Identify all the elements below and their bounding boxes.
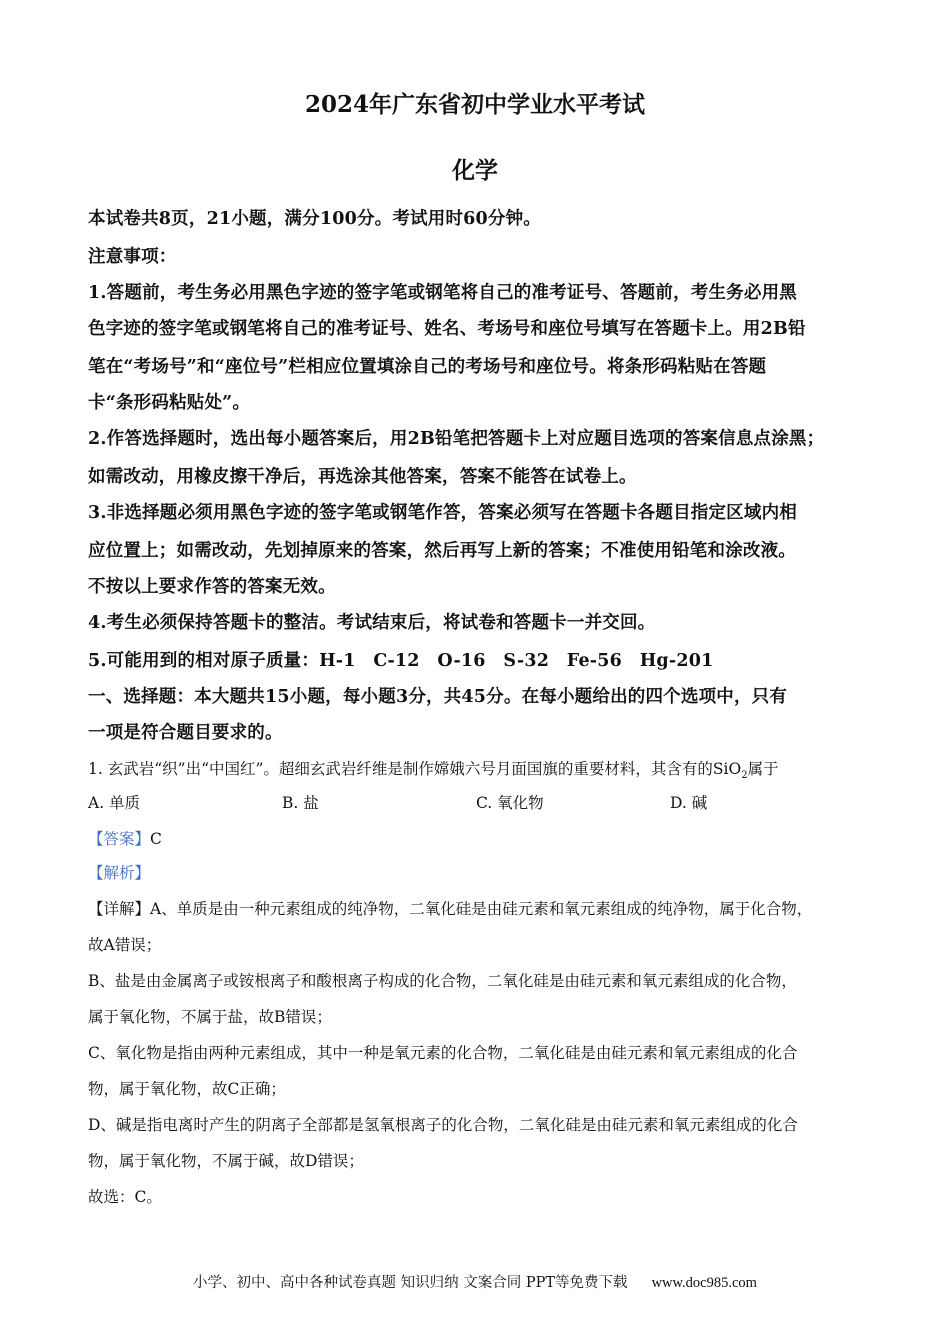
answer-value: C <box>150 830 162 848</box>
notice-line: 应位置上；如需改动，先划掉原来的答案，然后再写上新的答案；不准使用铅笔和涂改液。 <box>88 541 796 561</box>
notice-line: 如需改动，用橡皮擦干净后，再选涂其他答案，答案不能答在试卷上。 <box>88 467 637 487</box>
detail-line: B、盐是由金属离子或铵根离子和酸根离子构成的化合物，二氧化硅是由硅元素和氧元素组成的化合物， <box>88 972 797 990</box>
detail-line: 故A错误； <box>88 936 162 954</box>
notice-line: 卡“条形码粘贴处”。 <box>88 393 251 413</box>
detail-line: 物，属于氧化物，故C正确； <box>88 1080 286 1098</box>
notice-line: 色字迹的签字笔或钢笔将自己的准考证号、姓名、考场号和座位号填写在答题卡上。用2B铅 <box>88 319 806 339</box>
section-heading-cont: 一项是符合题目要求的。 <box>88 723 283 743</box>
detail-line: D、碱是指电离时产生的阴离子全部都是氢氧根离子的化合物，二氧化硅是由硅元素和氧元素组成的化合 <box>88 1116 798 1134</box>
notice-heading: 注意事项： <box>88 247 177 267</box>
option-d: D. 碱 <box>670 794 708 812</box>
notice-line: 不按以上要求作答的答案无效。 <box>88 577 336 597</box>
question-1-stem: 1. 玄武岩“织”出“中国红”。超细玄武岩纤维是制作嫦娥六号月面国旗的重要材料，其含有的SiO$_2$属于 <box>88 760 779 782</box>
detail-tag: 【详解】 <box>88 900 151 918</box>
option-b: B. 盐 <box>282 794 319 812</box>
exam-summary: 本试卷共8页，21小题，满分100分。考试用时60分钟。 <box>88 209 542 229</box>
exam-title: 2024年广东省初中学业水平考试 <box>304 91 645 118</box>
footer-text: 小学、初中、高中各种试卷真题 知识归纳 文案合同 PPT等免费下载 <box>193 1275 628 1291</box>
detail-line: 属于氧化物，不属于盐，故B错误； <box>88 1008 332 1026</box>
analysis-tag: 【解析】 <box>88 864 151 882</box>
option-a: A. 单质 <box>88 794 141 812</box>
detail-line: 【详解】A、单质是由一种元素组成的纯净物，二氧化硅是由硅元素和氧元素组成的纯净物，属于化合物， <box>88 900 813 918</box>
answer-tag: 【答案】 <box>88 830 151 848</box>
subscript: 2 <box>741 770 748 782</box>
detail-line: 故选：C。 <box>88 1188 162 1206</box>
notice-line: 4.考生必须保持答题卡的整洁。考试结束后，将试卷和答题卡一并交回。 <box>88 613 656 633</box>
atomic-mass-line: 5.可能用到的相对原子质量：H-1 C-12 O-16 S-32 Fe-56 Hg-201 <box>88 651 714 671</box>
detail-line: 物，属于氧化物，不属于碱，故D错误； <box>88 1152 364 1170</box>
detail-line: C、氧化物是指由两种元素组成，其中一种是氧元素的化合物，二氧化硅是由硅元素和氧元素组成的化合 <box>88 1044 798 1062</box>
notice-line: 3.非选择题必须用黑色字迹的签字笔或钢笔作答，答案必须写在答题卡各题目指定区域内相 <box>88 503 797 523</box>
subject-title: 化学 <box>452 157 498 184</box>
footer-site-link[interactable]: www.doc985.com <box>651 1275 757 1291</box>
option-c: C. 氧化物 <box>476 794 544 812</box>
notice-line: 1.答题前，考生务必用黑色字迹的签字笔或钢笔将自己的准考证号、答题前，考生务必用黑 <box>88 283 797 303</box>
section-heading: 一、选择题：本大题共15小题，每小题3分，共45分。在每小题给出的四个选项中，只有 <box>88 687 788 707</box>
answer-line <box>88 827 162 849</box>
notice-line: 2.作答选择题时，选出每小题答案后，用2B铅笔把答题卡上对应题目选项的答案信息点涂黑； <box>88 429 825 449</box>
page-footer <box>0 1271 950 1292</box>
notice-line: 笔在“考场号”和“座位号”栏相应位置填涂自己的考场号和座位号。将条形码粘贴在答题 <box>88 357 767 377</box>
